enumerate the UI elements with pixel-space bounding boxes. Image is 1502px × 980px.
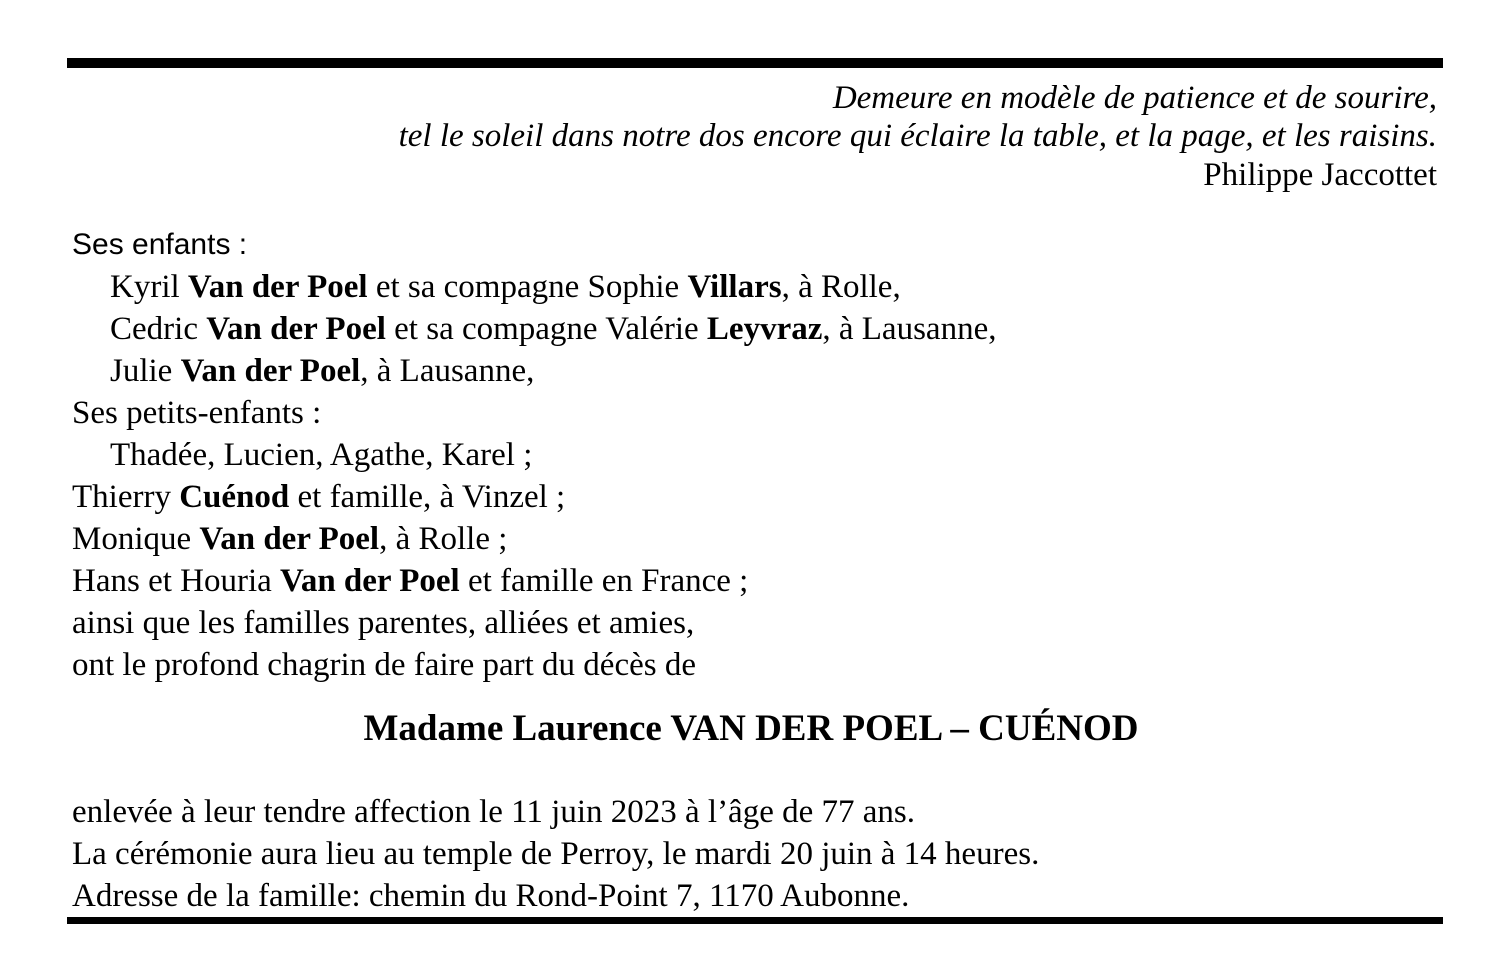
epigraph-lines	[399, 79, 1437, 155]
family-surname-bold: Van der Poel	[187, 269, 368, 305]
family-line-text: Ses petits-enfants :	[72, 395, 322, 431]
family-line-text: Monique	[72, 521, 200, 557]
deceased-name: Madame Laurence VAN DER POEL – CUÉNOD	[363, 708, 1139, 749]
detail-line: La cérémonie aura lieu au temple de Perroy, le mardi 20 juin à 14 heures.	[72, 836, 1040, 872]
family-line-text: et famille en France ;	[459, 563, 749, 599]
family-surname-bold: Van der Poel	[206, 311, 386, 347]
family-line-text: , à Rolle,	[781, 269, 901, 305]
family-line	[72, 224, 996, 266]
family-line	[72, 308, 996, 350]
family-line-text: , à Lausanne,	[360, 353, 535, 389]
family-line-text: , à Lausanne,	[822, 311, 997, 347]
detail-line: Adresse de la famille: chemin du Rond-Point 7, 1170 Aubonne.	[72, 878, 910, 914]
family-line	[72, 392, 996, 434]
family-line-text: Thierry	[72, 479, 180, 515]
family-line	[72, 560, 996, 602]
epigraph-attribution: Philippe Jaccottet	[1203, 157, 1437, 193]
detail-line: enlevée à leur tendre affection le 11 juin 2023 à l’âge de 77 ans.	[72, 794, 915, 830]
epigraph-line: Demeure en modèle de patience et de sourire,	[832, 80, 1437, 116]
family-line-text: Cedric	[110, 311, 207, 347]
family-line-text: Hans et Houria	[72, 563, 281, 599]
family-surname-bold: Cuénod	[179, 479, 290, 515]
family-line-text: et sa compagne Sophie	[367, 269, 688, 305]
family-surname-bold: Leyvraz	[706, 311, 823, 347]
family-line-text: Kyril	[110, 269, 188, 305]
family-line-text: Julie	[110, 353, 181, 389]
family-line	[72, 644, 996, 686]
family-line-text: , à Rolle ;	[379, 521, 508, 557]
family-line	[72, 518, 996, 560]
epigraph-line: tel le soleil dans notre dos encore qui éclaire la table, et la page, et les raisins.	[398, 118, 1437, 154]
details-block	[72, 791, 1039, 917]
family-line-text: Ses enfants :	[72, 228, 248, 261]
family-line-text: ont le profond chagrin de faire part du décès de	[72, 647, 696, 683]
top-horizontal-rule	[67, 58, 1443, 68]
bottom-horizontal-rule	[67, 917, 1443, 924]
family-surname-bold: Van der Poel	[180, 353, 361, 389]
family-line	[72, 476, 996, 518]
family-line	[72, 266, 996, 308]
family-line-text: et famille, à Vinzel ;	[289, 479, 566, 515]
family-line-text: et sa compagne Valérie	[385, 311, 707, 347]
family-surname-bold: Villars	[687, 269, 782, 305]
family-surname-bold: Van der Poel	[280, 563, 460, 599]
family-line-text: Thadée, Lucien, Agathe, Karel ;	[110, 437, 533, 473]
family-line-text: ainsi que les familles parentes, alliées et amies,	[72, 605, 695, 641]
family-surname-bold: Van der Poel	[199, 521, 380, 557]
family-line	[72, 602, 996, 644]
family-line	[72, 434, 996, 476]
family-block	[72, 224, 996, 686]
epigraph	[399, 79, 1437, 195]
family-line	[72, 350, 996, 392]
